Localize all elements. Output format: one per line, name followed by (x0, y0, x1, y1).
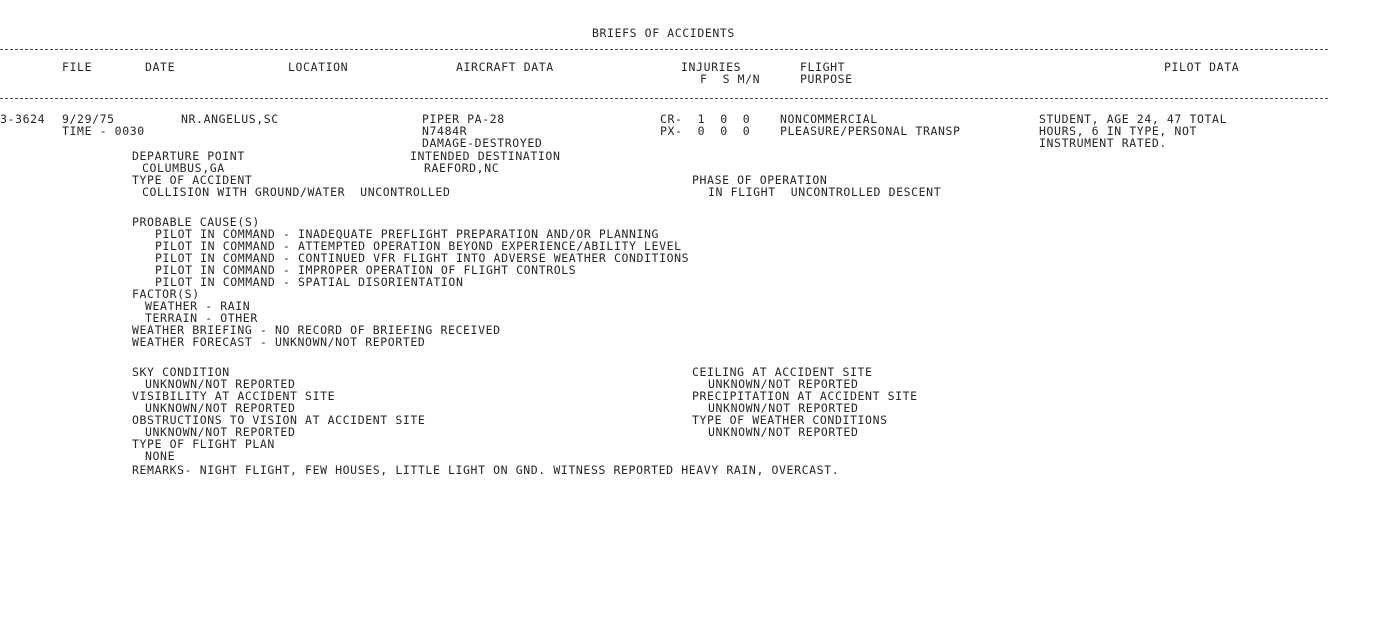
cause-2: PILOT IN COMMAND - ATTEMPTED OPERATION BEYOND EXPERIENCE/ABILITY LEVEL (155, 239, 682, 253)
column-aircraft-data: AIRCRAFT DATA (456, 60, 554, 74)
departure-value: COLUMBUS,GA (142, 161, 225, 175)
header-top-rule (0, 49, 1328, 50)
flight-purpose: PLEASURE/PERSONAL TRANSP (780, 124, 961, 138)
flight-type: NONCOMMERCIAL (780, 112, 878, 126)
page-title: BRIEFS OF ACCIDENTS (592, 26, 735, 40)
sky-condition-value: UNKNOWN/NOT REPORTED (145, 377, 296, 391)
weather-forecast: WEATHER FORECAST - UNKNOWN/NOT REPORTED (132, 335, 426, 349)
factor-1: WEATHER - RAIN (145, 299, 251, 313)
cause-3: PILOT IN COMMAND - CONTINUED VFR FLIGHT INTO ADVERSE WEATHER CONDITIONS (155, 251, 690, 265)
phase-value: IN FLIGHT UNCONTROLLED DESCENT (708, 185, 942, 199)
precipitation-value: UNKNOWN/NOT REPORTED (708, 401, 859, 415)
column-purpose: PURPOSE (800, 72, 853, 86)
accident-type-label: TYPE OF ACCIDENT (132, 173, 253, 187)
record-time: TIME - 0030 (62, 124, 145, 138)
phase-label: PHASE OF OPERATION (692, 173, 828, 187)
obstructions-label: OBSTRUCTIONS TO VISION AT ACCIDENT SITE (132, 413, 426, 427)
record-location: NR.ANGELUS,SC (181, 112, 279, 126)
sky-condition-label: SKY CONDITION (132, 365, 230, 379)
obstructions-value: UNKNOWN/NOT REPORTED (145, 425, 296, 439)
column-location: LOCATION (288, 60, 349, 74)
injuries-passengers: PX- 0 0 0 (660, 124, 751, 138)
header-bottom-rule (0, 98, 1328, 99)
pilot-data-line-2: HOURS, 6 IN TYPE, NOT (1039, 124, 1197, 138)
weather-conditions-label: TYPE OF WEATHER CONDITIONS (692, 413, 888, 427)
flight-plan-value: NONE (145, 449, 176, 463)
column-flight: FLIGHT (800, 60, 846, 74)
accident-type-value: COLLISION WITH GROUND/WATER UNCONTROLLED (142, 185, 451, 199)
column-date: DATE (145, 60, 176, 74)
aircraft-damage: DAMAGE-DESTROYED (422, 136, 543, 150)
factors-label: FACTOR(S) (132, 287, 200, 301)
pilot-data-line-1: STUDENT, AGE 24, 47 TOTAL (1039, 112, 1228, 126)
column-injuries-sub: F S M/N (700, 72, 761, 86)
ceiling-label: CEILING AT ACCIDENT SITE (692, 365, 873, 379)
column-file: FILE (62, 60, 93, 74)
departure-label: DEPARTURE POINT (132, 149, 245, 163)
cause-1: PILOT IN COMMAND - INADEQUATE PREFLIGHT PREPARATION AND/OR PLANNING (155, 227, 660, 241)
aircraft-model: PIPER PA-28 (422, 112, 505, 126)
file-number: 3-3624 (0, 112, 46, 126)
column-injuries: INJURIES (681, 60, 742, 74)
ceiling-value: UNKNOWN/NOT REPORTED (708, 377, 859, 391)
weather-briefing: WEATHER BRIEFING - NO RECORD OF BRIEFING RECEIVED (132, 323, 501, 337)
visibility-value: UNKNOWN/NOT REPORTED (145, 401, 296, 415)
weather-conditions-value: UNKNOWN/NOT REPORTED (708, 425, 859, 439)
pilot-data-line-3: INSTRUMENT RATED. (1039, 136, 1167, 150)
destination-label: INTENDED DESTINATION (410, 149, 561, 163)
column-pilot-data: PILOT DATA (1164, 60, 1240, 74)
cause-4: PILOT IN COMMAND - IMPROPER OPERATION OF FLIGHT CONTROLS (155, 263, 577, 277)
destination-value: RAEFORD,NC (424, 161, 500, 175)
visibility-label: VISIBILITY AT ACCIDENT SITE (132, 389, 336, 403)
injuries-crew: CR- 1 0 0 (660, 112, 751, 126)
remarks: REMARKS- NIGHT FLIGHT, FEW HOUSES, LITTLE LIGHT ON GND. WITNESS REPORTED HEAVY RAIN, OVERCAST. (132, 463, 840, 477)
flight-plan-label: TYPE OF FLIGHT PLAN (132, 437, 275, 451)
aircraft-registration: N7484R (422, 124, 468, 138)
precipitation-label: PRECIPITATION AT ACCIDENT SITE (692, 389, 918, 403)
record-date: 9/29/75 (62, 112, 115, 126)
probable-cause-label: PROBABLE CAUSE(S) (132, 215, 260, 229)
cause-5: PILOT IN COMMAND - SPATIAL DISORIENTATION (155, 275, 464, 289)
factor-2: TERRAIN - OTHER (145, 311, 258, 325)
